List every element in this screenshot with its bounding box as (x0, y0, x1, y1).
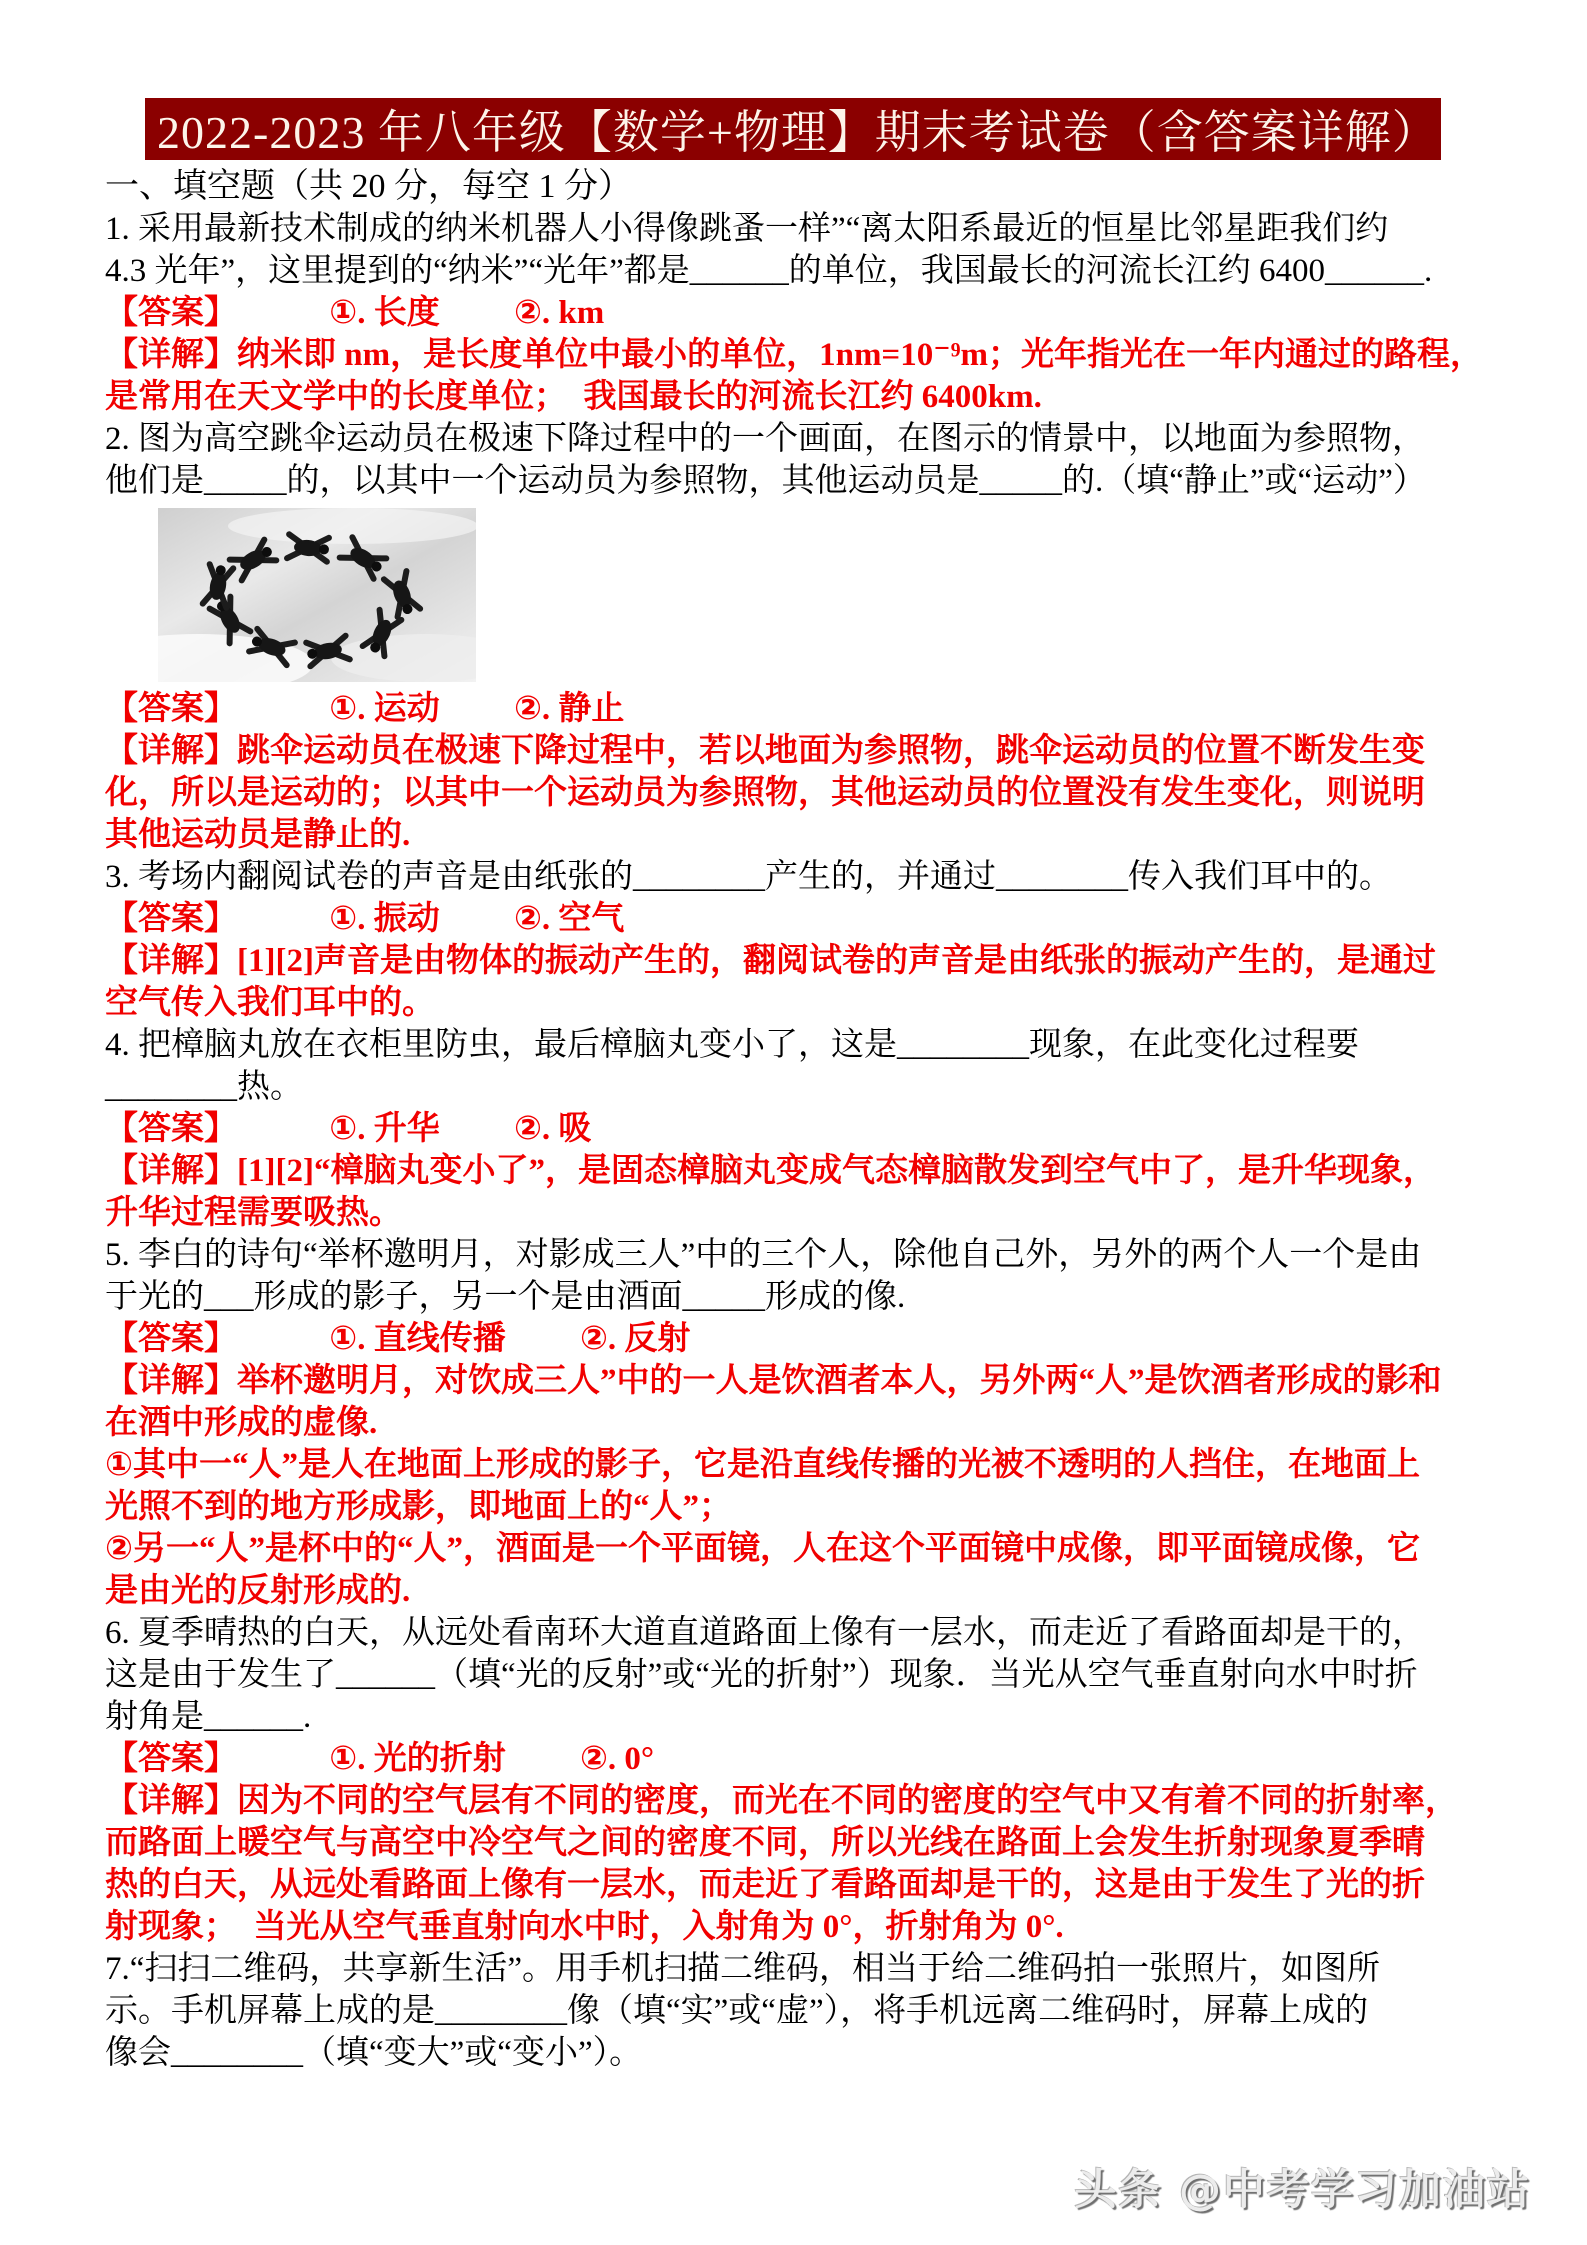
answer-4-item-2: ②. 吸 (513, 1111, 592, 1147)
answer-2-item-2: ②. 静止 (513, 691, 625, 727)
exam-content (105, 166, 1495, 2074)
answer-1-label: 【答案】 (105, 295, 237, 331)
detail-1-line-1: 【详解】纳米即 nm，是长度单位中最小的单位，1nm=10⁻⁹m；光年指光在一年内通过的路程， (105, 337, 1484, 373)
answer-5-item-2: ②. 反射 (579, 1321, 691, 1357)
answer-5-item-1: ①. 直线传播 (329, 1321, 506, 1357)
detail-3-line-2: 空气传入我们耳中的。 (105, 985, 435, 1021)
answer-6-item-1: ①. 光的折射 (329, 1741, 506, 1777)
answer-6-item-2: ②. 0° (579, 1741, 655, 1777)
question-1-line-2: 4.3 光年”，这里提到的“纳米”“光年”都是______的单位，我国最长的河流长江约 6400______. (105, 253, 1433, 289)
answer-6-label: 【答案】 (105, 1741, 237, 1777)
answer-2-line (105, 688, 1495, 730)
detail-5-line-4: 光照不到的地方形成影，即地面上的“人”； (105, 1489, 732, 1525)
answer-1-item-2: ②. km (513, 295, 605, 331)
detail-2-line-3: 其他运动员是静止的. (105, 817, 411, 853)
detail-5-line-6: 是由光的反射形成的. (105, 1573, 411, 1609)
detail-2-line-2: 化，所以是运动的；以其中一个运动员为参照物，其他运动员的位置没有发生变化，则说明 (105, 775, 1425, 811)
question-4-line-1: 4. 把樟脑丸放在衣柜里防虫，最后樟脑丸变小了，这是________现象，在此变化过程要 (105, 1027, 1359, 1063)
question-2-line-2: 他们是_____的，以其中一个运动员为参照物，其他运动员是_____的.（填“静止”或“运动”） (105, 463, 1426, 499)
answer-2-item-1: ①. 运动 (329, 691, 440, 727)
detail-3-line-1: 【详解】[1][2]声音是由物体的振动产生的，翻阅试卷的声音是由纸张的振动产生的，是通过 (105, 943, 1436, 979)
watermark-text: 头条 @中考学习加油站 (1074, 2165, 1531, 2214)
answer-3-item-2: ②. 空气 (513, 901, 625, 937)
question-2-line-1: 2. 图为高空跳伞运动员在极速下降过程中的一个画面，在图示的情景中，以地面为参照物， (105, 421, 1425, 457)
question-5-line-2: 于光的___形成的影子，另一个是由酒面_____形成的像. (105, 1279, 906, 1315)
question-6-line-3: 射角是______. (105, 1699, 312, 1735)
question-6-line-1: 6. 夏季晴热的白天，从远处看南环大道直道路面上像有一层水，而走近了看路面却是干的， (105, 1615, 1425, 1651)
detail-6-line-2: 而路面上暖空气与高空中冷空气之间的密度不同，所以光线在路面上会发生折射现象夏季晴 (105, 1825, 1425, 1861)
detail-6-line-4: 射现象； 当光从空气垂直射向水中时，入射角为 0°，折射角为 0°. (105, 1909, 1064, 1945)
question-3-line-1: 3. 考场内翻阅试卷的声音是由纸张的________产生的，并通过________传入我们耳中的。 (105, 859, 1392, 895)
answer-6-line (105, 1738, 1495, 1780)
detail-5-line-2: 在酒中形成的虚像. (105, 1405, 378, 1441)
detail-6-line-1: 【详解】因为不同的空气层有不同的密度，而光在不同的密度的空气中又有着不同的折射率， (105, 1783, 1458, 1819)
answer-2-label: 【答案】 (105, 691, 237, 727)
detail-5-line-1: 【详解】举杯邀明月，对饮成三人”中的一人是饮酒者本人，另外两“人”是饮酒者形成的影和 (105, 1363, 1442, 1399)
detail-2-line-1: 【详解】跳伞运动员在极速下降过程中，若以地面为参照物，跳伞运动员的位置不断发生变 (105, 733, 1425, 769)
answer-5-line (105, 1318, 1495, 1360)
answer-3-label: 【答案】 (105, 901, 237, 937)
question-1-line-1: 1. 采用最新技术制成的纳米机器人小得像跳蚤一样”“离太阳系最近的恒星比邻星距我们约 (105, 211, 1389, 247)
question-7-line-3: 像会________（填“变大”或“变小”）。 (105, 2035, 643, 2071)
answer-4-line (105, 1108, 1495, 1150)
answer-1-item-1: ①. 长度 (329, 295, 440, 331)
detail-1-line-2: 是常用在天文学中的长度单位； 我国最长的河流长江约 6400km. (105, 379, 1042, 415)
section-header: 一、填空题（共 20 分，每空 1 分） (105, 168, 632, 205)
question-5-line-1: 5. 李白的诗句“举杯邀明月，对影成三人”中的三个人，除他自己外，另外的两个人一个是由 (105, 1237, 1422, 1273)
answer-3-item-1: ①. 振动 (329, 901, 440, 937)
answer-4-item-1: ①. 升华 (329, 1111, 440, 1147)
detail-4-line-2: 升华过程需要吸热。 (105, 1195, 402, 1231)
page-title: 2022-2023 年八年级【数学+物理】期末考试卷（含答案详解） (157, 107, 1439, 158)
answer-1-line (105, 292, 1495, 334)
detail-5-line-5: ②另一“人”是杯中的“人”，酒面是一个平面镜，人在这个平面镜中成像，即平面镜成像，它 (105, 1531, 1420, 1567)
detail-4-line-1: 【详解】[1][2]“樟脑丸变小了”，是固态樟脑丸变成气态樟脑散发到空气中了，是升华现象， (105, 1153, 1436, 1189)
answer-4-label: 【答案】 (105, 1111, 237, 1147)
question-6-line-2: 这是由于发生了______（填“光的反射”或“光的折射”）现象．当光从空气垂直射向水中时折 (105, 1657, 1418, 1693)
answer-5-label: 【答案】 (105, 1321, 237, 1357)
answer-3-line (105, 898, 1495, 940)
detail-5-line-3: ①其中一“人”是人在地面上形成的影子，它是沿直线传播的光被不透明的人挡住，在地面上 (105, 1447, 1420, 1483)
skydivers-photo (158, 508, 476, 682)
question-7-line-2: 示。手机屏幕上成的是________像（填“实”或“虚”），将手机远离二维码时，屏幕上成的 (105, 1993, 1369, 2029)
question-7-line-1: 7.“扫扫二维码，共享新生活”。用手机扫描二维码，相当于给二维码拍一张照片，如图所 (105, 1951, 1381, 1987)
question-4-line-2: ________热。 (105, 1069, 303, 1105)
title-banner (145, 98, 1441, 160)
detail-6-line-3: 热的白天，从远处看路面上像有一层水，而走近了看路面却是干的，这是由于发生了光的折 (105, 1867, 1425, 1903)
